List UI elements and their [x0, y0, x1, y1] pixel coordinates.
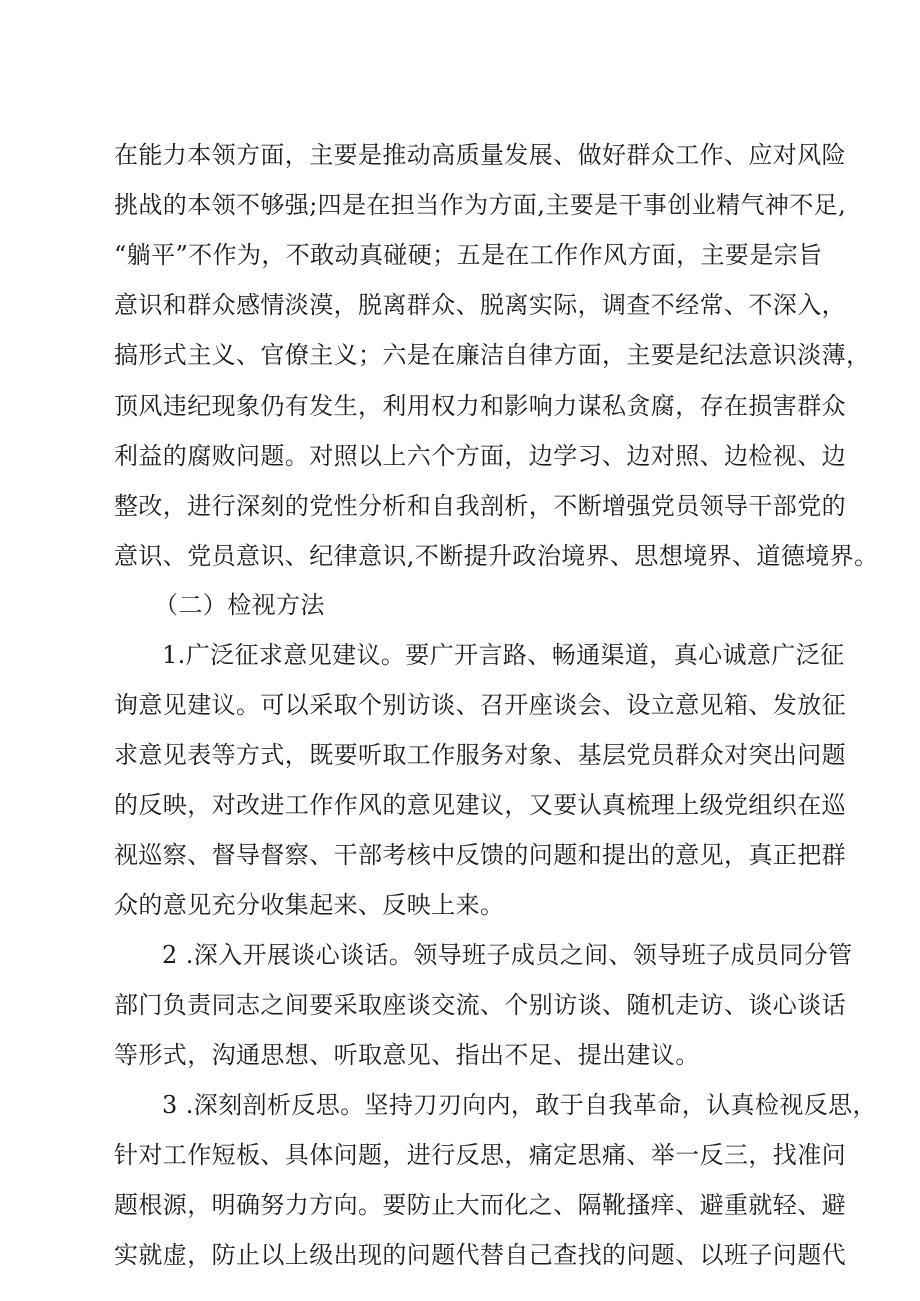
text-line: 等形式，沟通思想、听取意见、指出不足、提出建议。: [114, 1041, 700, 1069]
section-heading: （二）检视方法: [154, 591, 325, 619]
text-line: 整改，进行深刻的党性分析和自我剖析，不断增强党员领导干部党的: [114, 492, 846, 520]
text-line: 众的意见充分收集起来、反映上来。: [114, 891, 505, 919]
text-line: 1.广泛征求意见建议。要广开言路、畅通渠道，真心诚意广泛征: [162, 641, 845, 669]
text-line: 题根源，明确努力方向。要防止大而化之、隔靴搔痒、避重就轻、避: [114, 1191, 846, 1219]
text-line: 实就虚，防止以上级出现的问题代替自己查找的问题、以班子问题代: [114, 1241, 846, 1269]
text-line: 意识和群众感情淡漠，脱离群众、脱离实际，调查不经常、不深入，: [114, 291, 846, 319]
text-line: 针对工作短板、具体问题，进行反思，痛定思痛、举一反三，找准问: [114, 1141, 846, 1169]
text-line: 视巡察、督导督察、干部考核中反馈的问题和提出的意见，真正把群: [114, 841, 846, 869]
text-line: “躺平”不作为，不敢动真碰硬；五是在工作作风方面，主要是宗旨: [114, 241, 823, 269]
text-line: 利益的腐败问题。对照以上六个方面，边学习、边对照、边检视、边: [114, 442, 846, 470]
text-line: 部门负责同志之间要采取座谈交流、个别访谈、随机走访、谈心谈话: [114, 991, 846, 1019]
text-line: 2 .深入开展谈心谈话。领导班子成员之间、领导班子成员同分管: [162, 941, 853, 969]
text-line: 挑战的本领不够强;四是在担当作为方面,主要是干事创业精气神不足,: [114, 191, 847, 219]
text-line: 在能力本领方面，主要是推动高质量发展、做好群众工作、应对风险: [114, 141, 846, 169]
text-line: 意识、党员意识、纪律意识,不断提升政治境界、思想境界、道德境界。: [114, 542, 879, 570]
text-line: 求意见表等方式，既要听取工作服务对象、基层党员群众对突出问题: [114, 741, 846, 769]
text-line: 的反映，对改进工作作风的意见建议，又要认真梳理上级党组织在巡: [114, 791, 846, 819]
text-line: 询意见建议。可以采取个别访谈、召开座谈会、设立意见箱、发放征: [114, 691, 846, 719]
text-line: 3 .深刻剖析反思。坚持刀刃向内，敢于自我革命，认真检视反思，: [162, 1091, 877, 1119]
text-line: 搞形式主义、官僚主义；六是在廉洁自律方面，主要是纪法意识淡薄，: [114, 341, 871, 369]
text-line: 顶风违纪现象仍有发生，利用权力和影响力谋私贪腐，存在损害群众: [114, 392, 846, 420]
